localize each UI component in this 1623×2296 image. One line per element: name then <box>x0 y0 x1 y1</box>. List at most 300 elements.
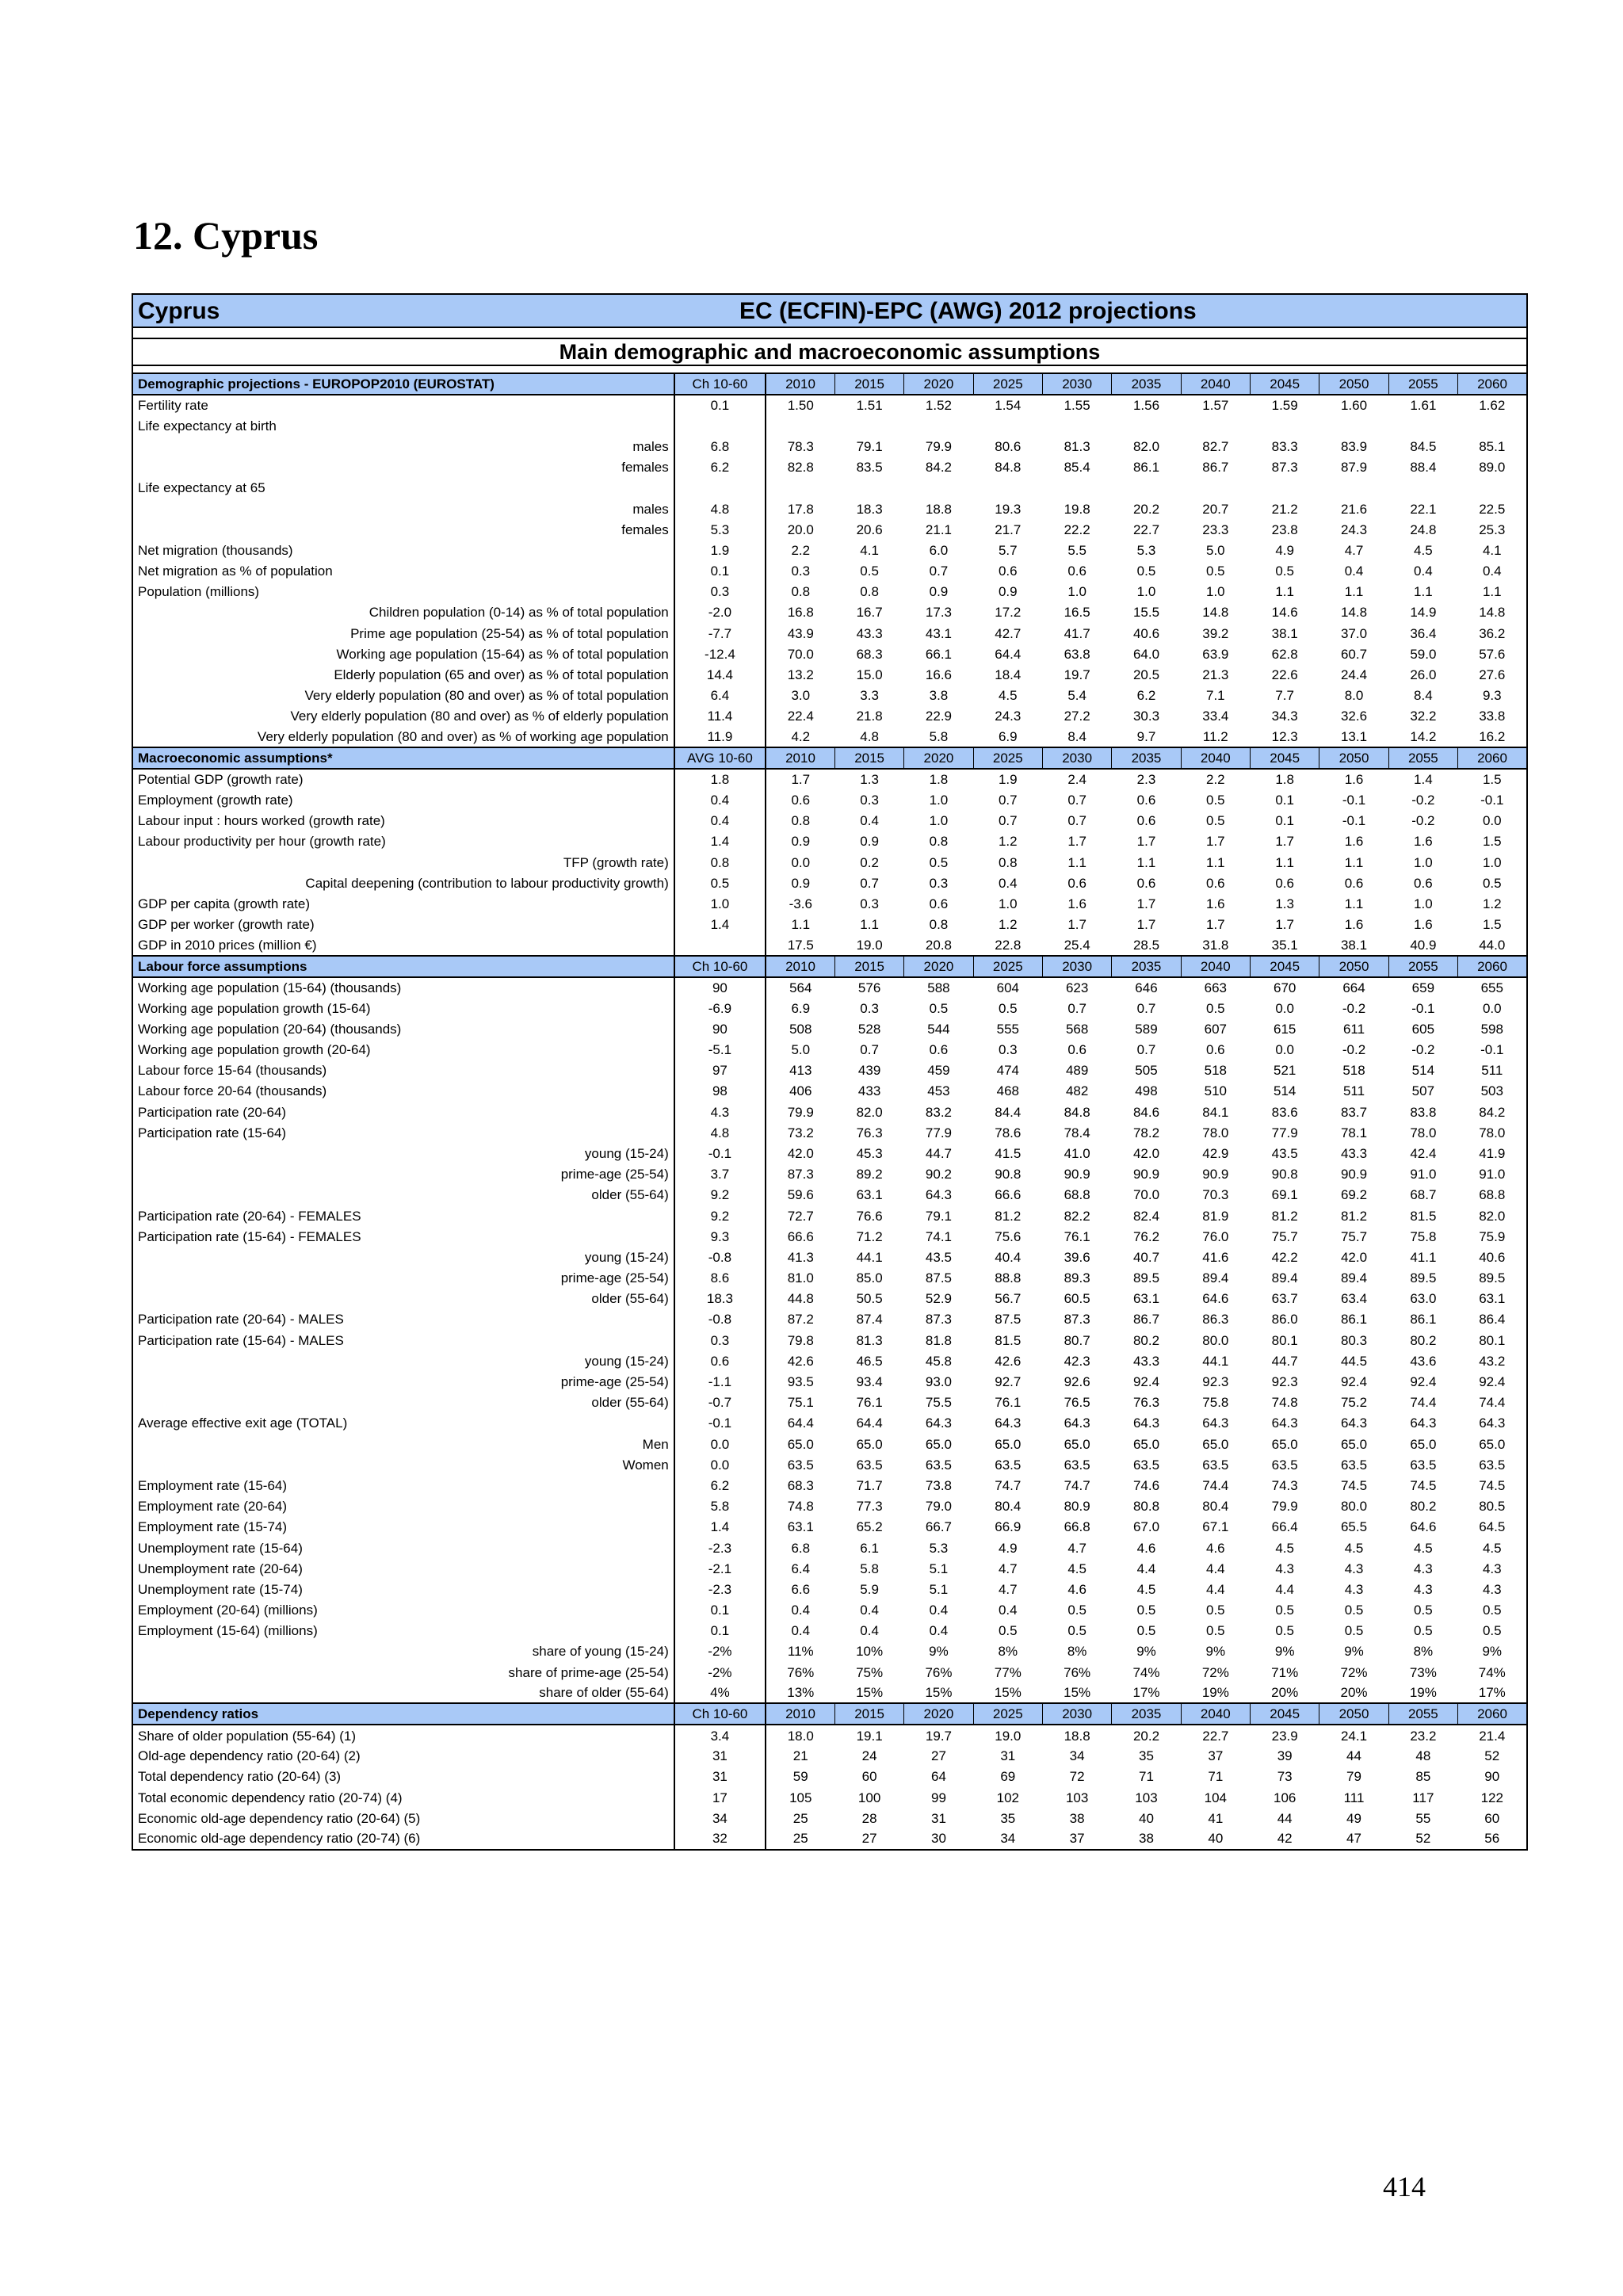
cell-value <box>904 415 973 436</box>
cell-value: 66.8 <box>1064 1519 1090 1535</box>
cell-value: 0.5 <box>1344 1603 1364 1618</box>
cell-value: 5.7 <box>998 542 1018 558</box>
cell-value: 76.2 <box>1132 1228 1160 1244</box>
cell-value: 63.4 <box>1340 1291 1368 1307</box>
cell-value: 37 <box>1042 1828 1111 1849</box>
cell-value: 78.1 <box>1340 1125 1368 1140</box>
cell-value: 518 <box>1342 1063 1365 1079</box>
cell-value: 63.5 <box>1458 1454 1527 1475</box>
year-header: 2015 <box>834 373 903 395</box>
cell-value: 43.6 <box>1410 1353 1437 1369</box>
cell-value: 111 <box>1343 1790 1365 1805</box>
table-row <box>132 1122 1527 1143</box>
section-header-row <box>132 373 1527 395</box>
cell-value: 24.8 <box>1410 521 1437 537</box>
row-label: Economic old-age dependency ratio (20-74) (6) <box>132 1828 674 1849</box>
cell-value: 514 <box>1411 1063 1435 1079</box>
cell-value: 21.6 <box>1340 501 1368 517</box>
cell-value: 0.5 <box>1206 1623 1225 1639</box>
cell-value: 1.56 <box>1132 398 1160 414</box>
cell-value: 37 <box>1208 1748 1224 1764</box>
table-row <box>132 1413 1527 1434</box>
cell-value: 1.6 <box>1344 917 1364 933</box>
cell-value: 4.7 <box>1344 542 1364 558</box>
year-header: 2055 <box>1388 956 1457 977</box>
table-row <box>132 935 1527 956</box>
cell-value: 6.8 <box>791 1540 811 1556</box>
table-row <box>132 478 1527 499</box>
change-value: -12.4 <box>674 644 766 664</box>
cell-value: 1.8 <box>1275 772 1294 788</box>
cell-value: 0.8 <box>929 834 949 850</box>
cell-value: 74.5 <box>1410 1477 1437 1493</box>
row-label: young (15-24) <box>132 1143 674 1163</box>
row-label: Participation rate (15-64) - MALES <box>132 1330 674 1350</box>
projections-title: EC (ECFIN)-EPC (AWG) 2012 projections <box>739 298 1197 324</box>
cell-value: 42.0 <box>1340 1249 1368 1265</box>
table-row <box>132 457 1527 478</box>
cell-value: 1.2 <box>998 834 1018 850</box>
cell-value: 4.5 <box>1458 1538 1527 1558</box>
table-row <box>132 873 1527 893</box>
cell-value: 42 <box>1251 1828 1319 1849</box>
cell-value: 67.0 <box>1132 1519 1160 1535</box>
cell-value: 8.0 <box>1344 688 1364 704</box>
cell-value: 3.0 <box>791 688 811 704</box>
cell-value: 74.8 <box>787 1499 814 1515</box>
table-row <box>132 686 1527 706</box>
cell-value: 92.6 <box>1064 1374 1090 1390</box>
cell-value: 623 <box>1065 980 1089 995</box>
row-label: share of young (15-24) <box>132 1641 674 1662</box>
cell-value: 56 <box>1458 1828 1527 1849</box>
cell-value: 63.5 <box>1064 1457 1090 1473</box>
cell-value: 1.1 <box>1344 854 1364 870</box>
row-label: Share of older population (55-64) (1) <box>132 1725 674 1745</box>
cell-value: 8.4 <box>1414 688 1433 704</box>
cell-value: 0.7 <box>860 875 879 891</box>
table-row <box>132 831 1527 852</box>
cell-value: 89.4 <box>1271 1270 1298 1286</box>
table-row <box>132 977 1527 998</box>
cell-value: 18.0 <box>787 1728 814 1744</box>
change-value: 90 <box>674 977 766 998</box>
cell-value: 0.5 <box>860 563 879 579</box>
year-header: 2040 <box>1181 1703 1250 1725</box>
cell-value: 1.7 <box>1206 834 1225 850</box>
cell-value: 82.0 <box>1132 438 1160 454</box>
cell-value: 20.7 <box>1202 501 1229 517</box>
cell-value: 40.6 <box>1132 625 1160 641</box>
cell-value: 0.7 <box>1067 1000 1086 1016</box>
cell-value: 74.4 <box>1458 1392 1527 1413</box>
row-label: Employment (15-64) (millions) <box>132 1621 674 1641</box>
cell-value: 93.5 <box>787 1374 814 1390</box>
cell-value: 89.0 <box>1458 457 1527 478</box>
cell-value: 1.62 <box>1458 395 1527 415</box>
table-row <box>132 1787 1527 1808</box>
cell-value: 1.7 <box>1136 834 1156 850</box>
row-label: Old-age dependency ratio (20-64) (2) <box>132 1746 674 1767</box>
cell-value: 89.4 <box>1202 1270 1229 1286</box>
cell-value: 76.1 <box>856 1395 883 1411</box>
cell-value: 88.8 <box>995 1270 1022 1286</box>
cell-value: 43.2 <box>1458 1350 1527 1371</box>
year-header: 2040 <box>1181 373 1250 395</box>
year-header: 2030 <box>1042 1703 1111 1725</box>
cell-value: 22.4 <box>787 709 814 724</box>
cell-value: 64.4 <box>856 1415 883 1431</box>
change-value: -7.7 <box>674 623 766 644</box>
cell-value: 433 <box>857 1083 881 1099</box>
section-header-row <box>132 956 1527 977</box>
cell-value: 79.9 <box>1271 1499 1298 1515</box>
cell-value: 78.6 <box>995 1125 1022 1140</box>
change-value: 0.1 <box>674 1600 766 1621</box>
change-value <box>674 415 766 436</box>
cell-value: 77.9 <box>1271 1125 1298 1140</box>
year-header: 2025 <box>973 747 1042 769</box>
year-header: 2045 <box>1251 1703 1319 1725</box>
cell-value: 81.2 <box>1271 1208 1298 1224</box>
cell-value: 63.1 <box>856 1187 883 1203</box>
cell-value: 1.1 <box>1067 854 1086 870</box>
cell-value: 4.5 <box>1136 1581 1156 1597</box>
cell-value: 106 <box>1273 1790 1296 1805</box>
cell-value: 78.3 <box>787 438 814 454</box>
table-row <box>132 1767 1527 1787</box>
cell-value: 4.9 <box>1275 542 1294 558</box>
year-header: 2015 <box>834 747 903 769</box>
cell-value: 41.0 <box>1064 1145 1090 1161</box>
table-row <box>132 1683 1527 1703</box>
cell-value: 63.5 <box>995 1457 1022 1473</box>
cell-value: 66.7 <box>925 1519 952 1535</box>
cell-value: 63.5 <box>856 1457 883 1473</box>
cell-value: 66.6 <box>787 1228 814 1244</box>
year-header: 2010 <box>766 956 834 977</box>
cell-value: 4.7 <box>998 1561 1018 1576</box>
row-label: Employment rate (15-74) <box>132 1517 674 1538</box>
cell-value: 4.1 <box>860 542 879 558</box>
cell-value: 670 <box>1273 980 1296 995</box>
year-header: 2035 <box>1112 747 1181 769</box>
cell-value <box>973 415 1042 436</box>
year-header: 2025 <box>973 956 1042 977</box>
cell-value: 43.5 <box>1271 1145 1298 1161</box>
cell-value <box>1042 478 1111 499</box>
cell-value: 1.1 <box>1344 896 1364 911</box>
cell-value: 576 <box>857 980 881 995</box>
row-label: GDP per capita (growth rate) <box>132 893 674 914</box>
change-value: 3.7 <box>674 1164 766 1185</box>
cell-value: 72% <box>1201 1664 1229 1680</box>
cell-value: 22.9 <box>925 709 952 724</box>
cell-value: 122 <box>1458 1787 1527 1808</box>
row-label: Very elderly population (80 and over) as % of elderly population <box>132 706 674 727</box>
cell-value <box>1251 415 1319 436</box>
cell-value: 0.5 <box>1136 1623 1156 1639</box>
cell-value: 40 <box>1139 1810 1154 1826</box>
cell-value <box>1458 478 1527 499</box>
cell-value: 48 <box>1415 1748 1431 1764</box>
cell-value: 1.0 <box>1136 584 1156 600</box>
cell-value: -0.2 <box>1411 1042 1435 1058</box>
cell-value: 41.7 <box>1064 625 1090 641</box>
cell-value: 1.7 <box>1136 896 1156 911</box>
row-label: Life expectancy at 65 <box>132 478 674 499</box>
cell-value: 9% <box>1136 1644 1156 1660</box>
cell-value: 21.8 <box>856 709 883 724</box>
cell-value: 90.9 <box>1132 1167 1160 1182</box>
cell-value: 0.9 <box>998 584 1018 600</box>
cell-value: 646 <box>1135 980 1158 995</box>
cell-value: 14.8 <box>1202 605 1229 621</box>
table-row <box>132 1558 1527 1579</box>
cell-value: 1.0 <box>1458 852 1527 873</box>
cell-value: 6.6 <box>791 1581 811 1597</box>
year-header: 2010 <box>766 1703 834 1725</box>
cell-value: 79.9 <box>787 1104 814 1120</box>
cell-value: 20.6 <box>856 521 883 537</box>
cell-value: 52 <box>1458 1746 1527 1767</box>
cell-value: 40.4 <box>995 1249 1022 1265</box>
cell-value: 77% <box>994 1664 1022 1680</box>
cell-value: 555 <box>996 1021 1019 1037</box>
cell-value: 5.8 <box>929 729 949 745</box>
cell-value: 80.9 <box>1064 1499 1090 1515</box>
cell-value: 65.0 <box>1410 1436 1437 1452</box>
cell-value: 63.9 <box>1202 646 1229 662</box>
cell-value: 0.7 <box>1136 1042 1156 1058</box>
cell-value: 0.5 <box>998 1623 1018 1639</box>
cell-value: 43.3 <box>1340 1145 1368 1161</box>
cell-value: 507 <box>1411 1083 1435 1099</box>
row-label: females <box>132 457 674 478</box>
cell-value: 1.1 <box>791 917 811 933</box>
cell-value: 7.7 <box>1275 688 1294 704</box>
cell-value: 1.7 <box>1136 917 1156 933</box>
row-label: Working age population (15-64) (thousands) <box>132 977 674 998</box>
cell-value: 4.5 <box>1414 542 1433 558</box>
cell-value: 22.8 <box>995 937 1022 953</box>
cell-value: 64.0 <box>1132 646 1160 662</box>
cell-value: 0.4 <box>860 813 879 829</box>
cell-value: 74.3 <box>1271 1477 1298 1493</box>
cell-value: 74% <box>1132 1664 1160 1680</box>
cell-value: 0.6 <box>998 563 1018 579</box>
cell-value: 66.4 <box>1271 1519 1298 1535</box>
cell-value: 82.0 <box>1458 1205 1527 1226</box>
cell-value: 19.1 <box>856 1728 883 1744</box>
cell-value: 659 <box>1411 980 1435 995</box>
cell-value: 5.3 <box>1136 542 1156 558</box>
page-number: 414 <box>1383 2171 1426 2202</box>
cell-value: 39.6 <box>1064 1249 1090 1265</box>
cell-value: 605 <box>1411 1021 1435 1037</box>
cell-value: 607 <box>1204 1021 1228 1037</box>
row-label: Working age population growth (20-64) <box>132 1039 674 1060</box>
cell-value: 35.1 <box>1271 937 1298 953</box>
cell-value: 1.2 <box>1458 893 1527 914</box>
cell-value: 1.0 <box>1414 854 1433 870</box>
cell-value: 68.8 <box>1064 1187 1090 1203</box>
row-label: Men <box>132 1434 674 1454</box>
cell-value: 0.8 <box>998 854 1018 870</box>
cell-value: 36.2 <box>1458 623 1527 644</box>
cell-value: 64.3 <box>1458 1413 1527 1434</box>
cell-value: 71.2 <box>856 1228 883 1244</box>
cell-value: 52.9 <box>925 1291 952 1307</box>
change-column-header: Ch 10-60 <box>674 373 766 395</box>
cell-value: 11.2 <box>1202 729 1228 745</box>
cell-value: 17.5 <box>787 937 814 953</box>
cell-value: 4.4 <box>1206 1581 1225 1597</box>
cell-value: 35 <box>1000 1810 1016 1826</box>
cell-value: 74.7 <box>1064 1477 1090 1493</box>
cell-value: 19.0 <box>995 1728 1022 1744</box>
cell-value: 35 <box>1139 1748 1154 1764</box>
cell-value: 1.7 <box>1275 834 1294 850</box>
cell-value: 510 <box>1204 1083 1228 1099</box>
cell-value: 1.61 <box>1410 398 1437 414</box>
table-row <box>132 1662 1527 1683</box>
change-value <box>674 478 766 499</box>
row-label: females <box>132 519 674 540</box>
cell-value: 23.8 <box>1271 521 1298 537</box>
change-value: 6.2 <box>674 457 766 478</box>
year-header: 2035 <box>1112 373 1181 395</box>
cell-value: 74.5 <box>1340 1477 1368 1493</box>
table-row <box>132 1600 1527 1621</box>
cell-value: 511 <box>1458 1060 1527 1081</box>
table-row <box>132 1081 1527 1102</box>
cell-value: 1.0 <box>929 792 949 808</box>
change-value: 18.3 <box>674 1289 766 1309</box>
table-row <box>132 395 1527 415</box>
cell-value: 5.0 <box>1206 542 1225 558</box>
cell-value: 604 <box>996 980 1019 995</box>
table-row <box>132 561 1527 582</box>
row-label: Labour productivity per hour (growth rate) <box>132 831 674 852</box>
cell-value: 70.0 <box>787 646 814 662</box>
cell-value: 8% <box>998 1644 1018 1660</box>
cell-value: 76.0 <box>1202 1228 1229 1244</box>
cell-value: 82.7 <box>1202 438 1229 454</box>
cell-value: 0.5 <box>1275 563 1294 579</box>
cell-value: 68.7 <box>1410 1187 1437 1203</box>
cell-value: 93.0 <box>925 1374 952 1390</box>
cell-value: 1.59 <box>1271 398 1298 414</box>
cell-value: 4.9 <box>998 1540 1018 1556</box>
year-header: 2035 <box>1112 1703 1181 1725</box>
change-value: 9.3 <box>674 1226 766 1247</box>
cell-value: 76.1 <box>1064 1228 1090 1244</box>
cell-value: 21.3 <box>1202 667 1229 683</box>
cell-value: 90.9 <box>1340 1167 1368 1182</box>
cell-value: 89.5 <box>1132 1270 1160 1286</box>
cell-value: 84.5 <box>1410 438 1437 454</box>
year-header: 2060 <box>1458 373 1527 395</box>
cell-value: 0.6 <box>1067 1042 1086 1058</box>
section-header-row <box>132 747 1527 769</box>
row-label: Participation rate (20-64) - FEMALES <box>132 1205 674 1226</box>
cell-value: 39.2 <box>1202 625 1229 641</box>
cell-value: 22.7 <box>1132 521 1160 537</box>
cell-value: 0.0 <box>1458 811 1527 831</box>
cell-value: 83.6 <box>1271 1104 1298 1120</box>
table-row <box>132 1828 1527 1849</box>
change-value: 1.9 <box>674 540 766 560</box>
cell-value: 0.4 <box>791 1623 811 1639</box>
cell-value: 6.9 <box>791 1000 811 1016</box>
cell-value: 59.6 <box>787 1187 814 1203</box>
cell-value: 564 <box>789 980 812 995</box>
table-row <box>132 706 1527 727</box>
cell-value: 42.0 <box>1132 1145 1160 1161</box>
cell-value: 65.0 <box>925 1436 952 1452</box>
cell-value: 15.0 <box>856 667 883 683</box>
cell-value: 21.7 <box>995 521 1022 537</box>
cell-value: 86.1 <box>1340 1312 1368 1328</box>
cell-value: 1.7 <box>1275 917 1294 933</box>
cell-value: 0.9 <box>791 875 811 891</box>
cell-value: 73.8 <box>925 1477 952 1493</box>
cell-value: 88.4 <box>1410 460 1437 476</box>
cell-value: 6.0 <box>929 542 949 558</box>
cell-value: 26.0 <box>1410 667 1437 683</box>
cell-value: -0.1 <box>1342 813 1366 829</box>
cell-value: 80.4 <box>1202 1499 1229 1515</box>
section-title: Labour force assumptions <box>132 956 674 977</box>
cell-value: 0.3 <box>791 563 811 579</box>
cell-value: 74.6 <box>1132 1477 1160 1493</box>
cell-value: 9% <box>1205 1644 1226 1660</box>
cell-value: 6.1 <box>860 1540 879 1556</box>
cell-value: 13.1 <box>1340 729 1368 745</box>
cell-value: 4.4 <box>1275 1581 1294 1597</box>
cell-value: 4.7 <box>1067 1540 1086 1556</box>
cell-value: 74.4 <box>1410 1395 1437 1411</box>
cell-value: 85.1 <box>1458 436 1527 457</box>
cell-value: -0.2 <box>1342 1042 1366 1058</box>
cell-value: 518 <box>1204 1063 1228 1079</box>
cell-value: 14.9 <box>1410 605 1437 621</box>
cell-value: 4.5 <box>998 688 1018 704</box>
cell-value: 24.3 <box>995 709 1022 724</box>
cell-value: 78.2 <box>1132 1125 1160 1140</box>
cell-value: 78.0 <box>1202 1125 1229 1140</box>
cell-value: 4.8 <box>860 729 879 745</box>
cell-value: 0.4 <box>929 1623 949 1639</box>
cell-value: 65.2 <box>856 1519 883 1535</box>
cell-value: 22.2 <box>1064 521 1090 537</box>
cell-value: 40.6 <box>1458 1247 1527 1267</box>
cell-value: 5.5 <box>1067 542 1086 558</box>
cell-value: 65.0 <box>1271 1436 1298 1452</box>
cell-value: 17.2 <box>995 605 1022 621</box>
cell-value: 0.9 <box>791 834 811 850</box>
change-value: 4.8 <box>674 1122 766 1143</box>
change-value: 0.0 <box>674 1454 766 1475</box>
cell-value: 30.3 <box>1132 709 1160 724</box>
cell-value: 83.9 <box>1340 438 1368 454</box>
cell-value: 75.1 <box>787 1395 814 1411</box>
row-label: Working age population (20-64) (thousands) <box>132 1018 674 1039</box>
change-value: 32 <box>674 1828 766 1849</box>
cell-value: 1.3 <box>1275 896 1294 911</box>
row-label: prime-age (25-54) <box>132 1164 674 1185</box>
